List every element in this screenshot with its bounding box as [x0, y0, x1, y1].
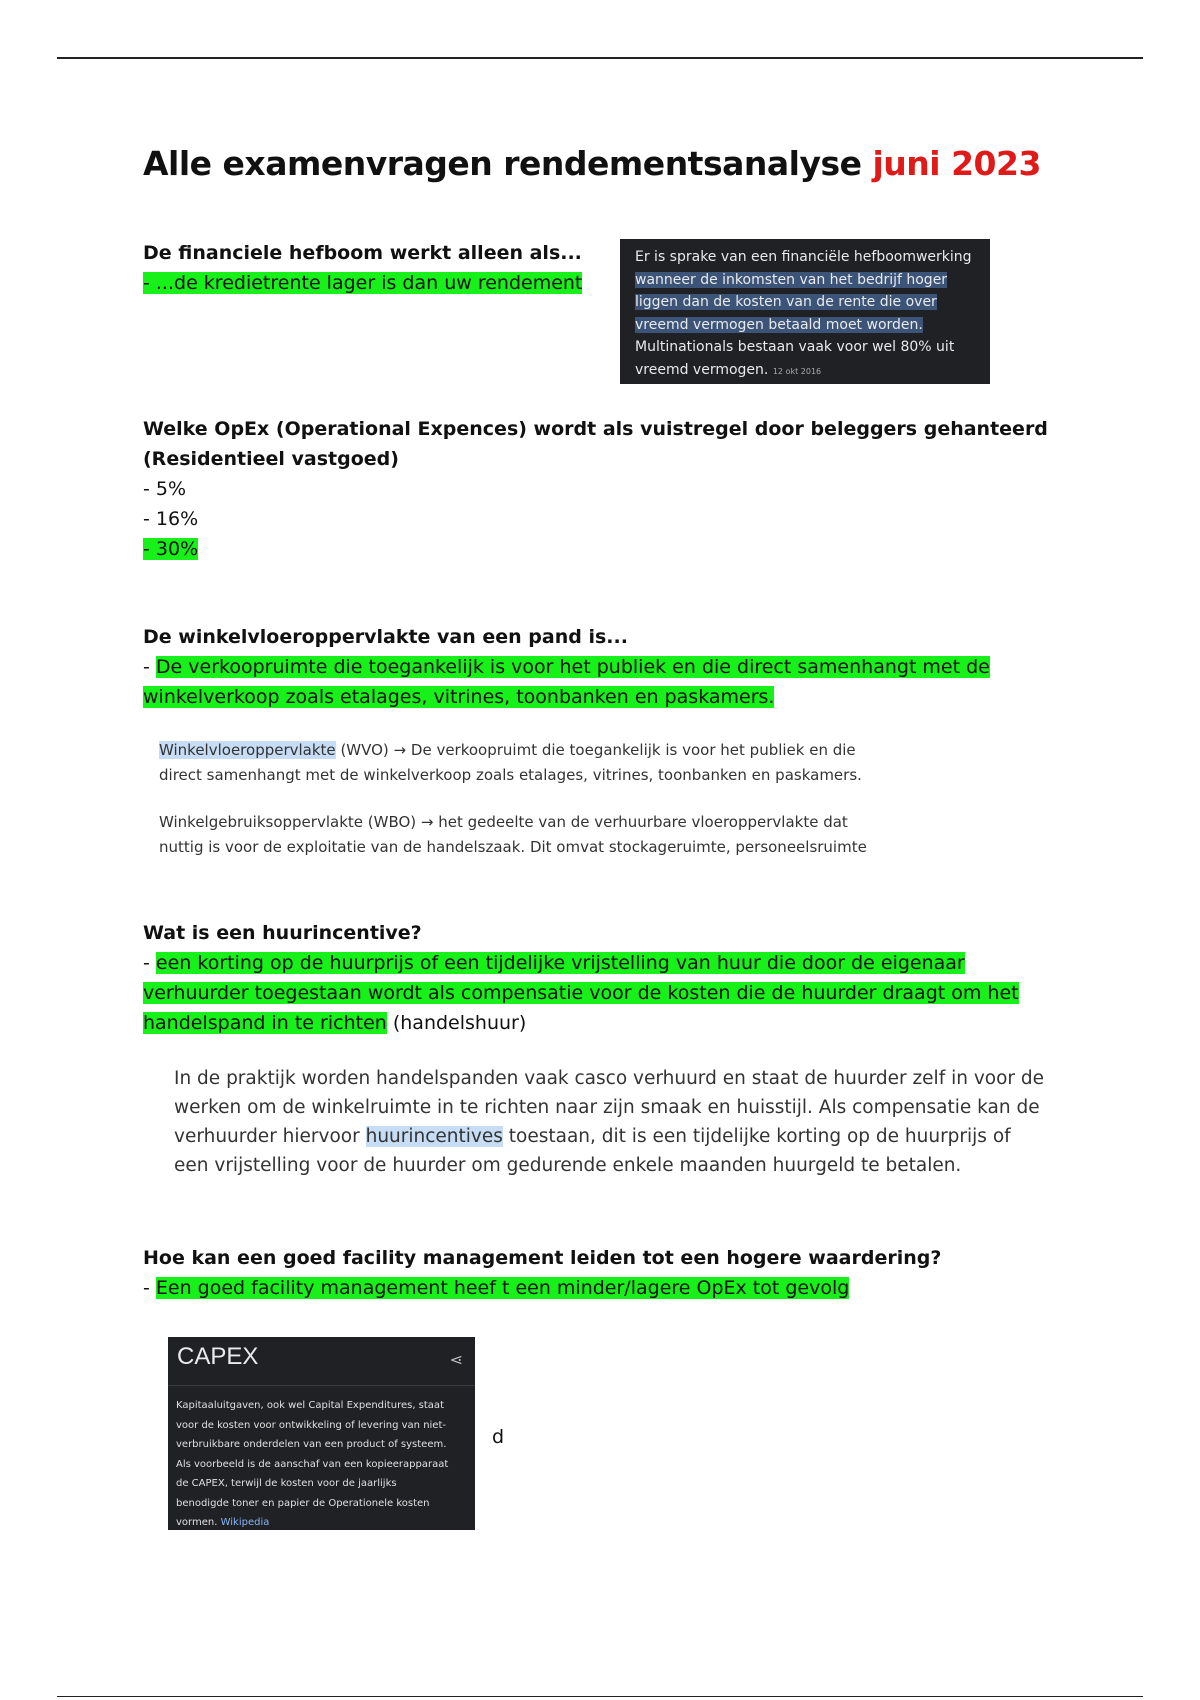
- capex-card: [168, 1337, 475, 1530]
- paragraph-line: toestaan, dit is een tijdelijke korting op de huurprijs of: [502, 1126, 1011, 1147]
- top-rule: [57, 57, 1143, 59]
- capex-title: CAPEX: [177, 1343, 259, 1370]
- question-3-text: De winkelvloeroppervlakte van een pand is...: [143, 626, 628, 648]
- wvo-term: Winkelvloeroppervlakte: [159, 741, 336, 759]
- option-1: - 5%: [143, 478, 187, 500]
- hefboom-snippet: [620, 239, 990, 384]
- question-4-answer-tail: (handelshuur): [386, 1012, 527, 1034]
- capex-line: verbruikbare onderdelen van een product of systeem.: [176, 1439, 447, 1450]
- huurincentives-highlight: huurincentives: [365, 1126, 503, 1147]
- capex-card-header: [168, 1337, 475, 1386]
- huurincentive-paragraph: [174, 1064, 1084, 1180]
- capex-line: benodigde toner en papier de Operationele kosten: [176, 1497, 430, 1509]
- capex-line: vormen.: [176, 1517, 218, 1528]
- question-2-text-line1: Welke OpEx (Operational Expences) wordt als vuistregel door beleggers gehanteerd: [143, 418, 1048, 440]
- question-4-answer-line3: handelspand in te richten: [143, 1012, 387, 1034]
- snippet-line: Multinationals bestaan vaak voor wel 80% uit: [635, 339, 955, 355]
- question-4-answer-line1: een korting op de huurprijs of een tijdelijke vrijstelling van huur die door de eigenaar: [155, 952, 965, 974]
- question-1-answer: - ...de kredietrente lager is dan uw rendement: [143, 272, 583, 294]
- question-3-answer-line1: De verkoopruimte die toegankelijk is voor het publiek en die direct samenhangt met de: [155, 656, 990, 678]
- snippet-line: vreemd vermogen.: [635, 361, 769, 378]
- wvo-def: De verkoopruimt die toegankelijk is voor het publiek en die: [410, 741, 856, 759]
- answer-dash: -: [143, 656, 156, 678]
- capex-line: Als voorbeeld is de aanschaf van een kopieerapparaat: [176, 1458, 449, 1470]
- capex-line: Kapitaaluitgaven, ook wel Capital Expenditures, staat: [176, 1400, 444, 1411]
- capex-line: de CAPEX, terwijl de kosten voor de jaarlijks: [176, 1478, 397, 1489]
- wvo-def-cont: direct samenhangt met de winkelverkoop zoals etalages, vitrines, toonbanken en paskamers.: [159, 766, 862, 784]
- paragraph-line: In de praktijk worden handelspanden vaak casco verhuurd en staat de huurder zelf in voor de: [174, 1068, 1045, 1089]
- question-1: [143, 238, 582, 298]
- option-2: - 16%: [143, 508, 199, 530]
- capex-line: voor de kosten voor ontwikkeling of levering van niet-: [176, 1419, 446, 1431]
- question-5: [143, 1243, 941, 1303]
- share-icon[interactable]: ⋖: [449, 1352, 463, 1369]
- question-1-text: De financiele hefboom werkt alleen als...: [143, 242, 582, 264]
- question-4-text: Wat is een huurincentive?: [143, 922, 422, 944]
- snippet-selected-line: liggen dan de kosten van de rente die over: [635, 294, 937, 310]
- wbo-def-cont: nuttig is voor de exploitatie van de handelszaak. Dit omvat stockageruimte, personeelsruimte: [159, 838, 867, 856]
- wikipedia-link[interactable]: Wikipedia: [220, 1517, 270, 1528]
- side-note: d: [492, 1426, 505, 1448]
- paragraph-line: verhuurder hiervoor: [174, 1126, 366, 1147]
- question-4: [143, 918, 1019, 1038]
- question-5-text: Hoe kan een goed facility management leiden tot een hogere waardering?: [143, 1247, 942, 1269]
- snippet-line: Er is sprake van een financiële hefboomwerking: [635, 249, 972, 265]
- wbo-def: het gedeelte van de verhuurbare vloeroppervlakte dat: [438, 813, 848, 831]
- wbo-term: Winkelgebruiksoppervlakte (WBO) →: [159, 813, 439, 831]
- page-title: Alle examenvragen rendementsanalyse juni 2023: [143, 144, 1041, 183]
- question-2-text-line2: (Residentieel vastgoed): [143, 448, 399, 470]
- capex-body: [168, 1386, 475, 1543]
- option-3-correct: - 30%: [143, 538, 199, 560]
- title-date: juni 2023: [872, 144, 1041, 183]
- paragraph-line: een vrijstelling voor de huurder om gedurende enkele maanden huurgeld te betalen.: [174, 1155, 962, 1176]
- question-4-answer-line2: verhuurder toegestaan wordt als compensatie voor de kosten die de huurder draagt om het: [143, 982, 1019, 1004]
- paragraph-line: werken om de winkelruimte in te richten naar zijn smaak en huisstijl. Als compensatie kan de: [174, 1097, 1040, 1118]
- question-3-answer-line2: winkelverkoop zoals etalages, vitrines, toonbanken en paskamers.: [143, 686, 775, 708]
- question-5-answer: Een goed facility management heef t een minder/lagere OpEx tot gevolg: [155, 1277, 850, 1299]
- snippet-date: 12 okt 2016: [772, 366, 822, 376]
- wvo-abbr: (WVO) →: [335, 741, 411, 759]
- bottom-rule: [57, 1696, 1143, 1697]
- question-2: [143, 414, 1048, 564]
- answer-dash: -: [143, 952, 156, 974]
- snippet-selected-line: vreemd vermogen betaald moet worden.: [635, 316, 923, 333]
- question-3: [143, 622, 990, 712]
- answer-dash: -: [143, 1277, 156, 1299]
- wvo-definition: [159, 738, 867, 860]
- snippet-selected-line: wanneer de inkomsten van het bedrijf hoger: [635, 271, 948, 288]
